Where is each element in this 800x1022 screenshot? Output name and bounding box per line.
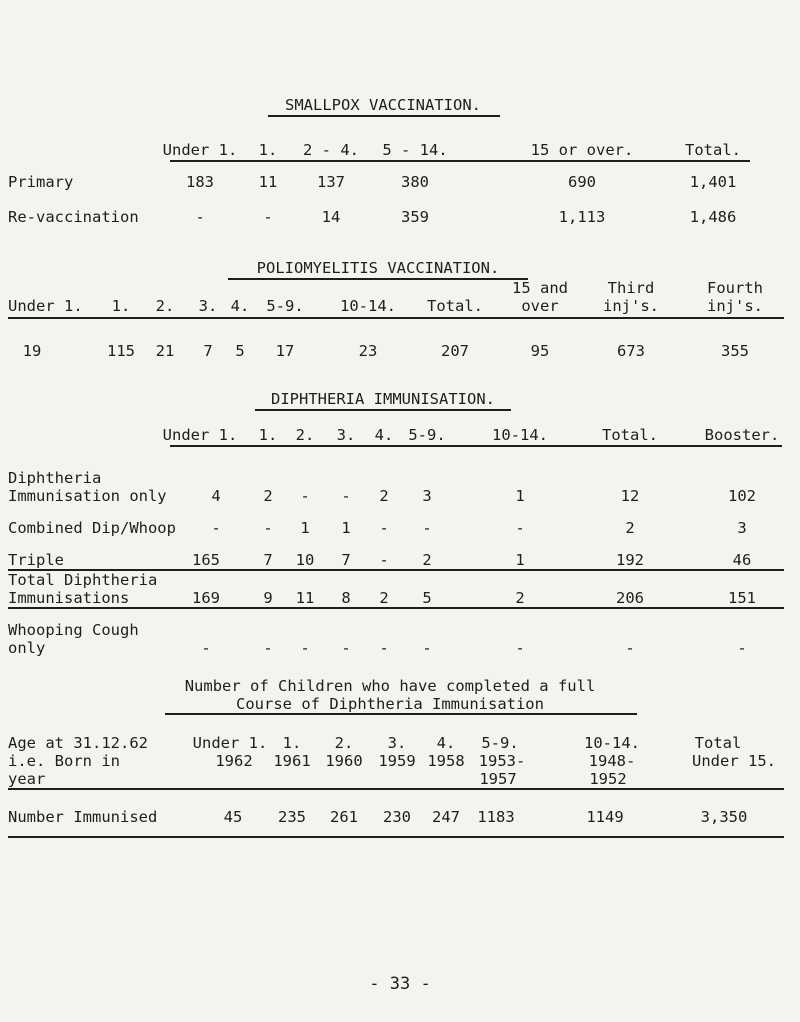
- cell: -: [300, 487, 310, 505]
- row-label: Re-vaccination: [8, 208, 139, 226]
- cell: 1,401: [689, 173, 737, 191]
- cell: 3: [422, 487, 432, 505]
- cell: 5: [235, 342, 245, 360]
- full-course-title-line1: Number of Children who have completed a full: [184, 677, 596, 695]
- born-year: 1962: [215, 752, 253, 770]
- born-year: 1960: [325, 752, 363, 770]
- cell: 115: [107, 342, 135, 360]
- cell: -: [515, 639, 525, 657]
- born-year-end: 1957: [479, 770, 517, 788]
- cell: 2: [379, 487, 389, 505]
- diph-header-10-14: 10-14.: [492, 426, 548, 444]
- smallpox-header-1: 1.: [258, 141, 278, 159]
- polio-header-15-and: 15 and: [512, 279, 568, 297]
- polio-header-third: Third: [607, 279, 655, 297]
- cell: 2: [263, 487, 273, 505]
- age-label: Total: [694, 734, 742, 752]
- row-label: Primary: [8, 173, 74, 191]
- cell: -: [515, 519, 525, 537]
- cell: 247: [432, 808, 460, 826]
- polio-header-10-14: 10-14.: [340, 297, 396, 315]
- diph-header-total: Total.: [602, 426, 658, 444]
- cell: 12: [620, 487, 640, 505]
- polio-header-over: over: [521, 297, 559, 315]
- diph-header-under1: Under 1.: [162, 426, 238, 444]
- polio-header-5-9: 5-9.: [266, 297, 304, 315]
- diph-header-2: 2.: [295, 426, 315, 444]
- cell: 359: [401, 208, 429, 226]
- cell: 1: [300, 519, 310, 537]
- polio-header-third-injs: inj's.: [603, 297, 659, 315]
- cell: -: [422, 639, 432, 657]
- cell: 165: [192, 551, 220, 569]
- age-label: 5-9.: [481, 734, 519, 752]
- cell: 192: [616, 551, 644, 569]
- row-label-age: Age at 31.12.62: [8, 734, 148, 752]
- cell: 207: [441, 342, 469, 360]
- cell: 1: [515, 551, 525, 569]
- born-year: 1958: [427, 752, 465, 770]
- cell: 23: [358, 342, 378, 360]
- cell: 17: [275, 342, 295, 360]
- diphtheria-title: DIPHTHERIA IMMUNISATION.: [271, 390, 495, 408]
- cell: 4: [211, 487, 221, 505]
- cell: 355: [721, 342, 749, 360]
- row-label: Combined Dip/Whoop: [8, 519, 176, 537]
- cell: -: [422, 519, 432, 537]
- cell: -: [737, 639, 747, 657]
- diph-header-1: 1.: [258, 426, 278, 444]
- polio-header-under1: Under 1.: [8, 297, 83, 315]
- full-course-title-line2: Course of Diphtheria Immunisation: [236, 695, 544, 713]
- born-year: 1953-: [478, 752, 526, 770]
- row-label: Triple: [8, 551, 64, 569]
- row-label: Whooping Cough: [8, 621, 139, 639]
- cell: 19: [22, 342, 42, 360]
- cell: 10: [295, 551, 315, 569]
- cell: 14: [321, 208, 341, 226]
- diph-header-3: 3.: [336, 426, 356, 444]
- cell: 673: [617, 342, 645, 360]
- smallpox-header-2-4: 2 - 4.: [303, 141, 359, 159]
- cell: 151: [728, 589, 756, 607]
- smallpox-header-5-14: 5 - 14.: [382, 141, 448, 159]
- age-label: 10-14.: [584, 734, 640, 752]
- cell: 206: [616, 589, 644, 607]
- cell: 137: [317, 173, 345, 191]
- cell: 95: [530, 342, 550, 360]
- cell: 7: [203, 342, 213, 360]
- cell: 3,350: [700, 808, 748, 826]
- cell: 7: [341, 551, 351, 569]
- cell: -: [211, 519, 221, 537]
- cell: -: [300, 639, 310, 657]
- cell: 8: [341, 589, 351, 607]
- cell: -: [201, 639, 211, 657]
- cell: 11: [258, 173, 278, 191]
- cell: -: [341, 639, 351, 657]
- cell: 690: [568, 173, 596, 191]
- cell: 1183: [477, 808, 515, 826]
- cell: 3: [737, 519, 747, 537]
- polio-header-2: 2.: [155, 297, 175, 315]
- cell: -: [195, 208, 205, 226]
- diph-header-5-9: 5-9.: [408, 426, 446, 444]
- cell: 230: [383, 808, 411, 826]
- age-label: 3.: [387, 734, 407, 752]
- cell: 183: [186, 173, 214, 191]
- polio-header-4: 4.: [230, 297, 250, 315]
- row-label: Total Diphtheria: [8, 571, 158, 589]
- cell: 11: [295, 589, 315, 607]
- polio-header-1: 1.: [111, 297, 131, 315]
- age-label: 1.: [282, 734, 302, 752]
- cell: -: [625, 639, 635, 657]
- smallpox-title: SMALLPOX VACCINATION.: [285, 96, 481, 114]
- row-label: Number Immunised: [8, 808, 158, 826]
- cell: 1: [515, 487, 525, 505]
- cell: -: [263, 639, 273, 657]
- cell: -: [341, 487, 351, 505]
- cell: -: [379, 639, 389, 657]
- page-number: - 33 -: [369, 974, 431, 994]
- smallpox-header-15-over: 15 or over.: [530, 141, 634, 159]
- polio-header-fourth-injs: inj's.: [707, 297, 763, 315]
- polio-title: POLIOMYELITIS VACCINATION.: [256, 259, 500, 277]
- cell: 7: [263, 551, 273, 569]
- row-label: Immunisation only: [8, 487, 167, 505]
- polio-header-3: 3.: [198, 297, 218, 315]
- smallpox-header-under1: Under 1.: [162, 141, 238, 159]
- cell: 1,113: [558, 208, 606, 226]
- cell: 9: [263, 589, 273, 607]
- cell: 21: [155, 342, 175, 360]
- polio-header-fourth: Fourth: [707, 279, 763, 297]
- row-label: only: [8, 639, 46, 657]
- polio-header-total: Total.: [427, 297, 483, 315]
- cell: 1: [341, 519, 351, 537]
- born-year: 1959: [378, 752, 416, 770]
- cell: 1149: [586, 808, 624, 826]
- cell: 2: [515, 589, 525, 607]
- cell: -: [379, 519, 389, 537]
- cell: 235: [278, 808, 306, 826]
- row-label: Diphtheria: [8, 469, 102, 487]
- row-label: Immunisations: [8, 589, 130, 607]
- cell: 261: [330, 808, 358, 826]
- cell: 2: [625, 519, 635, 537]
- row-label-year: year: [8, 770, 46, 788]
- cell: -: [379, 551, 389, 569]
- born-year-end: 1952: [589, 770, 627, 788]
- cell: 2: [379, 589, 389, 607]
- cell: 2: [422, 551, 432, 569]
- smallpox-header-total: Total.: [685, 141, 741, 159]
- cell: 45: [223, 808, 243, 826]
- cell: 169: [192, 589, 220, 607]
- age-label: 4.: [436, 734, 456, 752]
- cell: 380: [401, 173, 429, 191]
- age-label: 2.: [334, 734, 354, 752]
- cell: 102: [728, 487, 756, 505]
- cell: 1,486: [689, 208, 737, 226]
- row-label-born: i.e. Born in: [8, 752, 120, 770]
- cell: -: [263, 519, 273, 537]
- cell: 5: [422, 589, 432, 607]
- age-label: Under 1.: [192, 734, 268, 752]
- diph-header-4: 4.: [374, 426, 394, 444]
- born-year: 1948-: [588, 752, 636, 770]
- cell: -: [263, 208, 273, 226]
- cell: 46: [732, 551, 752, 569]
- born-year: 1961: [273, 752, 311, 770]
- diph-header-booster: Booster.: [704, 426, 780, 444]
- born-year: Under 15.: [692, 752, 776, 770]
